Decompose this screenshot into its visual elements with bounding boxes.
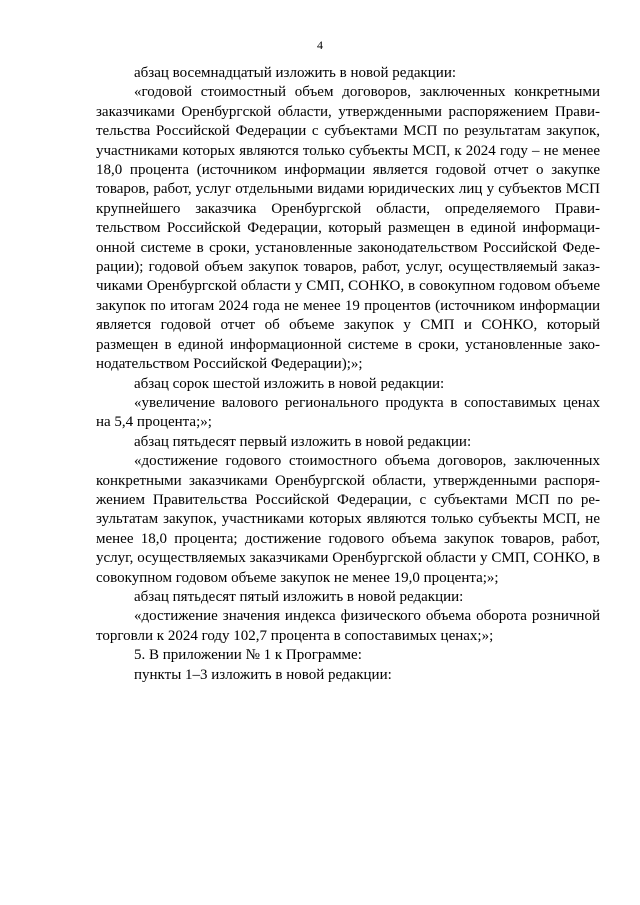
- paragraph-items-1-3: пункты 1–3 изложить в новой редакции:: [134, 666, 392, 683]
- paragraph-instruction-55: абзац пятьдесят пятый изложить в новой редакции:: [134, 588, 464, 605]
- paragraph-instruction-18: абзац восемнадцатый изложить в новой редакции:: [134, 65, 457, 81]
- document-body: [96, 64, 600, 685]
- paragraph-instruction-51: абзац пятьдесят первый изложить в новой редакции:: [134, 433, 472, 450]
- paragraph-quote-contracts-volume: «годовой стоимостный объем договоров, заключенных конкретными заказчиками Оренбургской области, утвержденными распоряжением Правительства Российской Федерации с субъектами МСП по результатам закупок, участниками которых являются только субъекты МСП, к 2024 году – не менее 18,0 процента (источником информации является годовой отчет о закупке товаров, работ, услуг отдельными видами юридических лиц у субъектов МСП крупнейшего заказчика Оренбургской области, определяемого Правительством Российской Федерации, который размещен в единой информационной системе в сроки, установленные законодательством Российской Федерации); годовой объем закупок товаров, работ, услуг, осуществляемый заказчиками Оренбургской области у СМП, СОНКО, в совокупном годовом объеме закупок по итогам 2024 года не менее 19 процентов (источником информации является годовой отчет об объеме закупок у СМП и СОНКО, который размещен в единой информационной системе в сроки, установленные законодательством Российской Федерации);»;: [96, 84, 600, 373]
- paragraph-quote-contracts-achievement: «достижение годового стоимостного объема договоров, заключенных конкретными заказчиками Оренбургской области, утвержденными распоряжением Правительства Российской Федерации, с субъектами МСП по результатам закупок, участниками которых являются только субъекты МСП, не менее 18,0 процента; достижение годового объема закупок товаров, работ, услуг, осуществляемых заказчиками Оренбургской области у СМП, СОНКО, в совокупном годовом объеме закупок не менее 19,0 процента;»;: [96, 453, 600, 586]
- paragraph-quote-retail-index: «достижение значения индекса физического объема оборота розничной торговли к 2024 году 102,7 процента в сопоставимых ценах;»;: [96, 608, 600, 644]
- page-number: 4: [317, 38, 323, 52]
- paragraph-instruction-46: абзац сорок шестой изложить в новой редакции:: [134, 375, 445, 392]
- paragraph-item-5: 5. В приложении № 1 к Программе:: [134, 647, 362, 664]
- paragraph-quote-grp: «увеличение валового регионального продукта в сопоставимых ценах на 5,4 процента;»;: [96, 394, 600, 431]
